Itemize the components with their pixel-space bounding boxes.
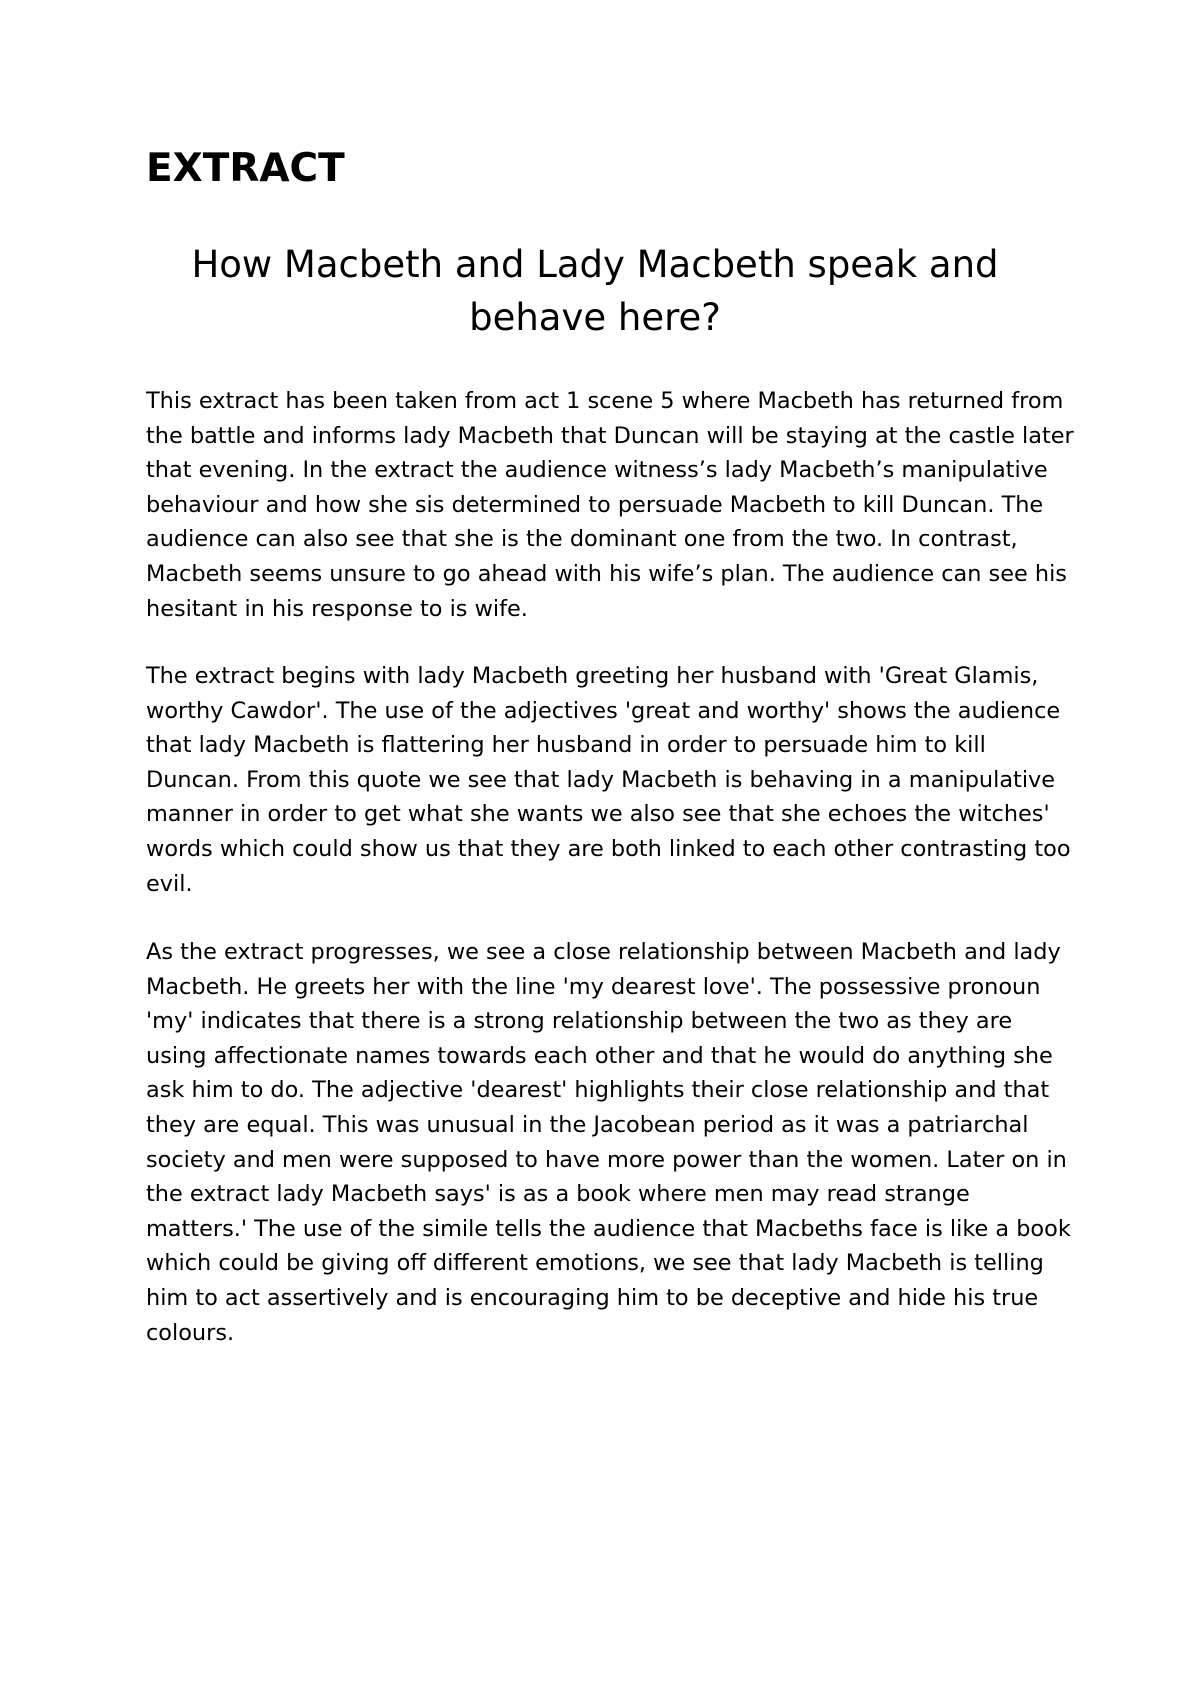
document-heading: EXTRACT	[146, 146, 345, 191]
essay-question: How Macbeth and Lady Macbeth speak and behave here?	[191, 243, 999, 339]
paragraph-introduction: This extract has been taken from act 1 scene 5 where Macbeth has returned from the battle and informs lady Macbeth that Duncan will be staying at the castle later that evening. In the extract the audience witness’s lady Macbeth’s manipulative behaviour and how she sis determined to persuade Macbeth to kill Duncan. The audience can also see that she is the dominant one from the two. In contrast, Macbeth seems unsure to go ahead with his wife’s plan. The audience can see his hesitant in his response to is wife.	[146, 388, 1074, 622]
paragraph-greeting-analysis: The extract begins with lady Macbeth greeting her husband with 'Great Glamis, worthy Cawdor'. The use of the adjectives 'great and worthy' shows the audience that lady Macbeth is flattering her husband in order to persuade him to kill Duncan. From this quote we see that lady Macbeth is behaving in a manipulative manner in order to get what she wants we also see that she echoes the witches' words which could show us that they are both linked to each other contrasting too evil.	[146, 663, 1071, 897]
paragraph-relationship-analysis: As the extract progresses, we see a close relationship between Macbeth and lady Macbeth. He greets her with the line 'my dearest love'. The possessive pronoun 'my' indicates that there is a strong relationship between the two as they are using affectionate names towards each other and that he would do anything she ask him to do. The adjective 'dearest' highlights their close relationship and that they are equal. This was unusual in the Jacobean period as it was a patriarchal society and men were supposed to have more power than the women. Later on in the extract lady Macbeth says' is as a book where men may read strange matters.' The use of the simile tells the audience that Macbeths face is like a book which could be giving off different emotions, we see that lady Macbeth is telling him to act assertively and is encouraging him to be deceptive and hide his true colours.	[146, 939, 1071, 1346]
